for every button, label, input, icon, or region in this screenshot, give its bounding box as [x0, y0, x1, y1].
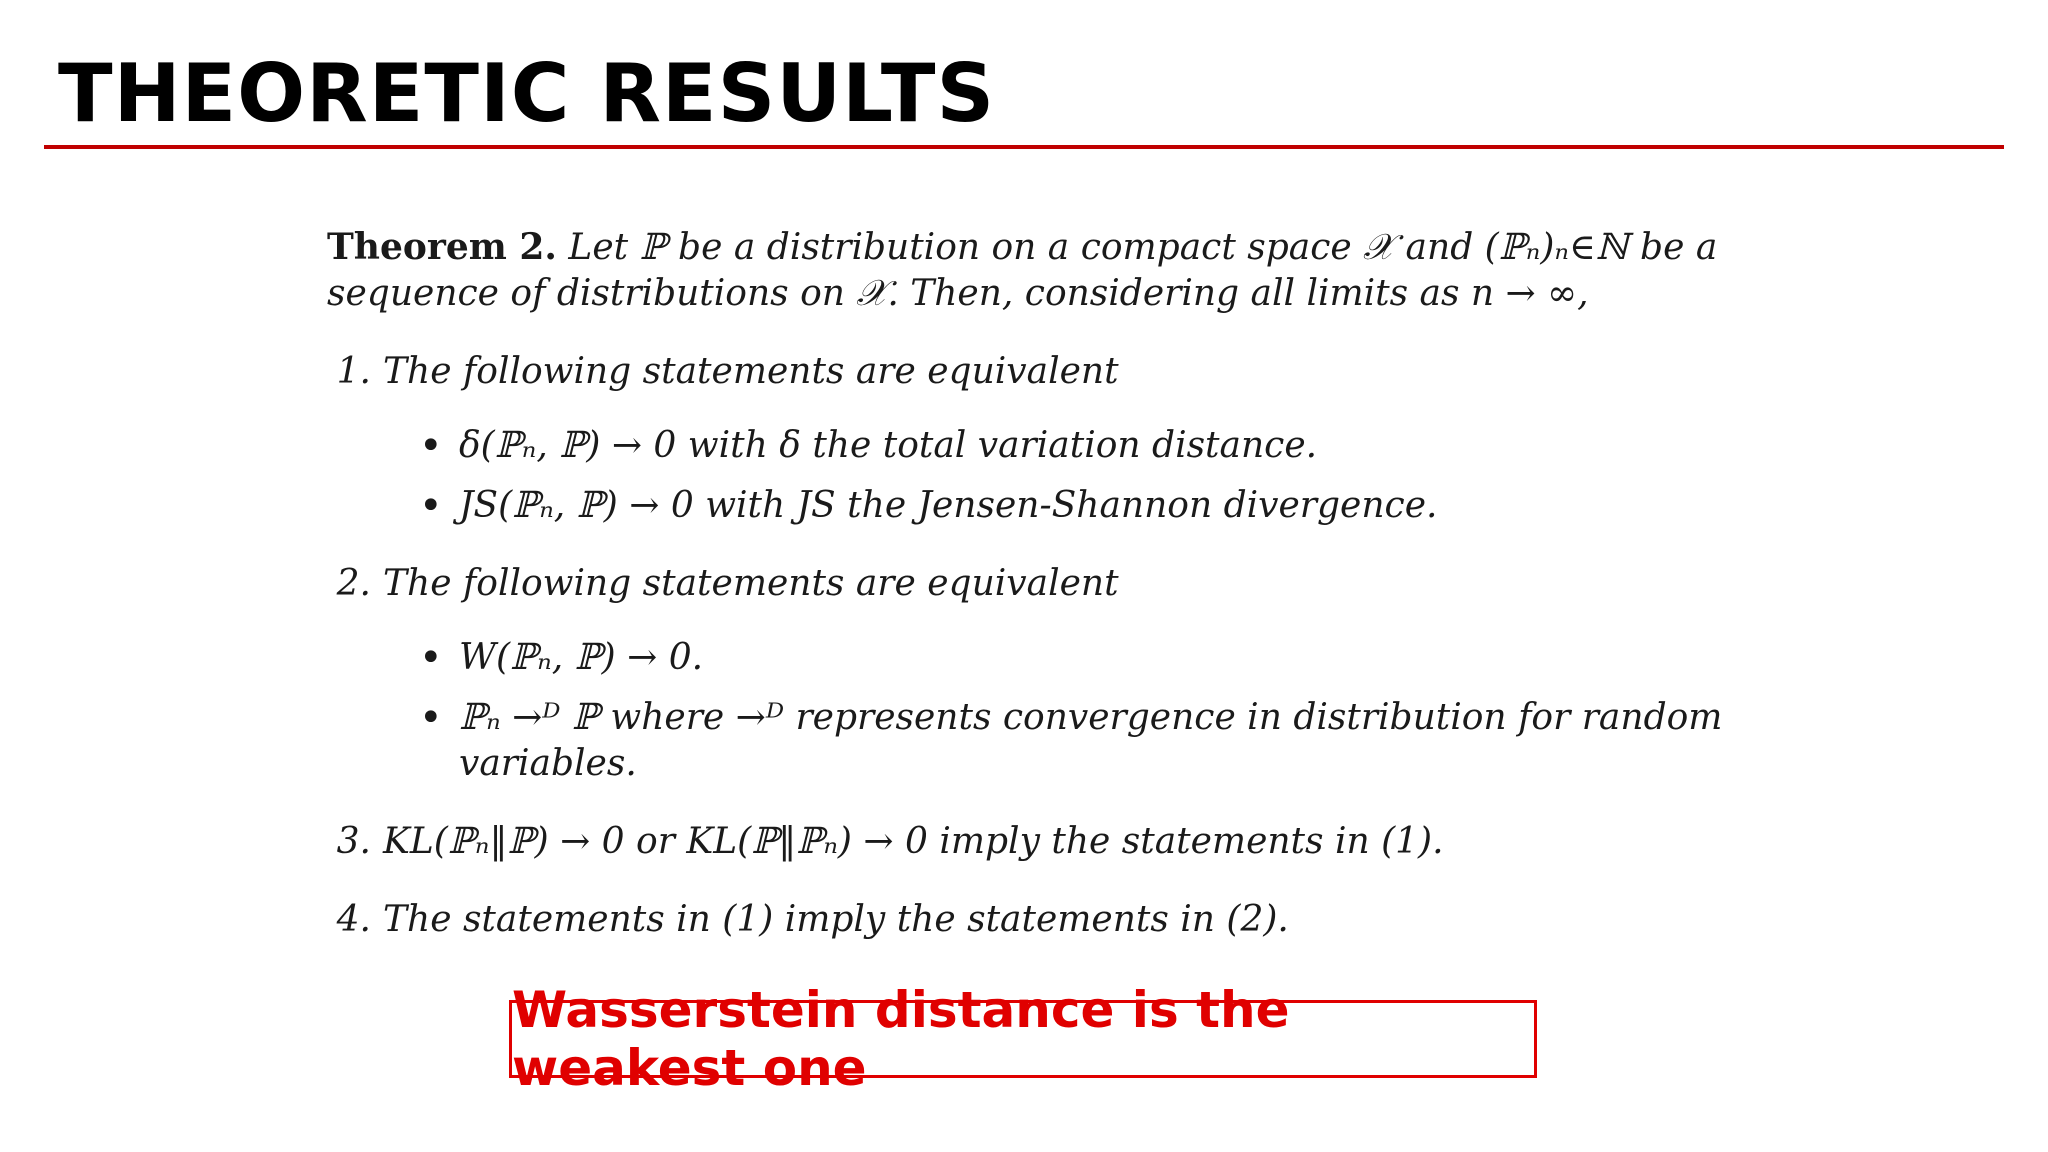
theorem-label: Theorem 2.: [327, 226, 557, 268]
list-item-3: [327, 819, 1727, 865]
title-divider: [44, 145, 2004, 149]
list-number: 1.: [336, 351, 371, 392]
list-item-4: [327, 897, 1727, 943]
list-item-text: The following statements are equivalent: [383, 563, 1119, 604]
list-item-2: [327, 561, 1727, 607]
bullet-list-1: [419, 423, 1727, 529]
list-number: 4.: [336, 899, 371, 940]
list-item-text: The statements in (1) imply the statements in (2).: [383, 899, 1289, 940]
list-item-text: KL(ℙₙ‖ℙ) → 0 or KL(ℙ‖ℙₙ) → 0 imply the statements in (1).: [383, 821, 1444, 862]
slide-title: THEORETIC RESULTS: [58, 47, 996, 140]
list-item-1: [327, 349, 1727, 395]
bullet-item: • ℙₙ →ᴰ ℙ where →ᴰ represents convergence in distribution for random variables.: [419, 695, 1727, 787]
bullet-item: • W(ℙₙ, ℙ) → 0.: [419, 635, 1727, 681]
list-number: 2.: [336, 563, 371, 604]
callout-box: Wasserstein distance is the weakest one: [509, 1000, 1537, 1078]
list-item-text: The following statements are equivalent: [383, 351, 1119, 392]
theorem-statement: [327, 224, 1727, 317]
bullet-item: • δ(ℙₙ, ℙ) → 0 with δ the total variation distance.: [419, 423, 1727, 469]
list-number: 3.: [336, 821, 371, 862]
theorem-text: Let ℙ be a distribution on a compact space 𝒳 and (ℙₙ)ₙ∈ℕ be a sequence of distributions on 𝒳. Then, considering all limits as n → ∞,: [327, 227, 1718, 314]
bullet-item: • JS(ℙₙ, ℙ) → 0 with JS the Jensen-Shannon divergence.: [419, 483, 1727, 529]
theorem-block: [327, 224, 1727, 943]
bullet-list-2: [419, 635, 1727, 787]
